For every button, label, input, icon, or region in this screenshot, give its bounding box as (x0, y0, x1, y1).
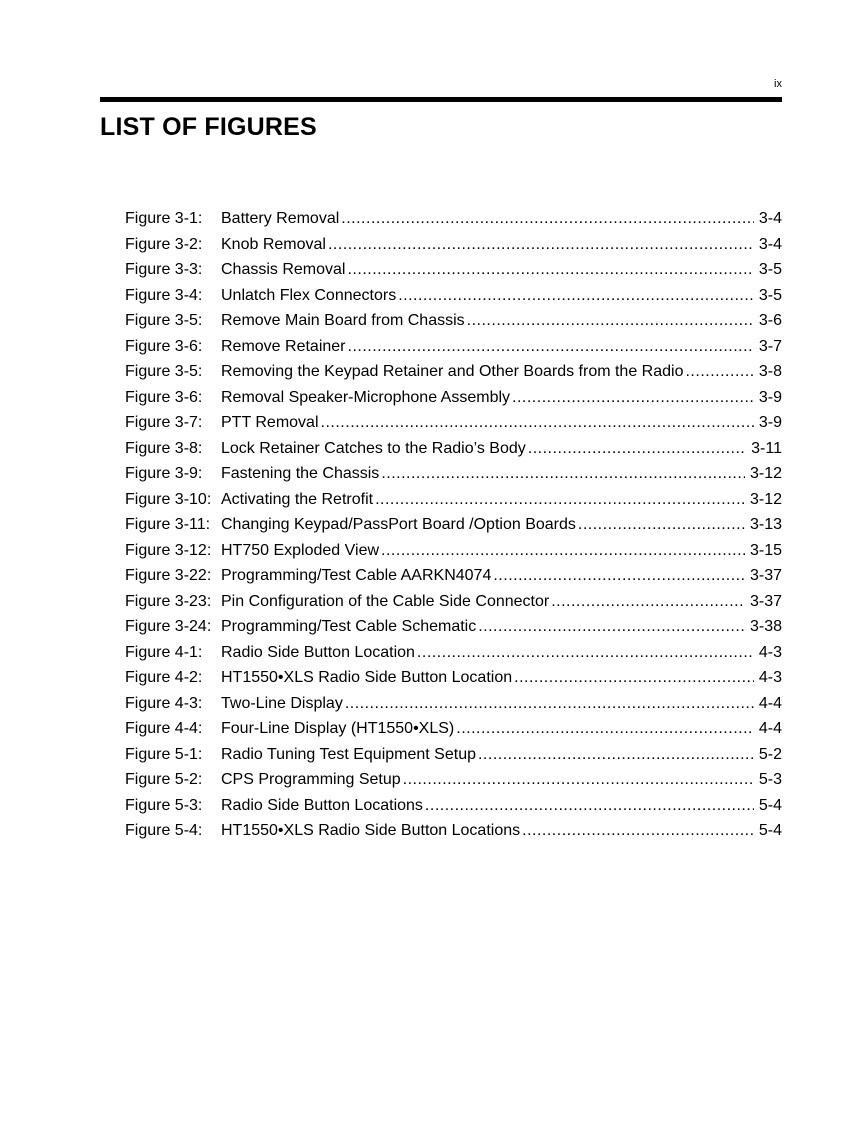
figure-label: Figure 3-23: (125, 592, 212, 610)
dot-leader (328, 232, 754, 258)
figure-page-number: 3-38 (749, 618, 782, 635)
figure-label: Figure 5-2: (125, 771, 203, 788)
figure-label: Figure 3-3: (125, 261, 203, 278)
figure-title: CPS Programming Setup (221, 771, 401, 788)
figure-label: Figure 4-1: (125, 643, 203, 661)
figure-title: PTT Removal (221, 414, 319, 431)
figure-entry[interactable] (125, 767, 782, 793)
figure-label: Figure 3-24: (125, 618, 212, 635)
figure-entry[interactable] (125, 461, 782, 487)
figure-title: Two-Line Display (221, 694, 343, 712)
figure-title: Radio Side Button Locations (221, 796, 423, 814)
figure-label: Figure 4-4: (125, 720, 203, 737)
figure-label: Figure 5-1: (125, 745, 203, 763)
figure-entry[interactable] (125, 512, 782, 538)
figure-page-number: 3-37 (749, 592, 782, 610)
figure-title: Programming/Test Cable AARKN4074 (221, 567, 492, 584)
figure-page-number: 3-12 (749, 490, 782, 508)
page-title: LIST OF FIGURES (100, 113, 317, 141)
figure-label: Figure 3-7: (125, 414, 203, 431)
figure-entry[interactable] (125, 691, 782, 717)
dot-leader (522, 818, 754, 844)
figure-page-number: 3-7 (758, 337, 782, 355)
figure-page-number: 3-12 (749, 465, 782, 482)
figure-label: Figure 3-22: (125, 567, 212, 584)
figure-page-number: 5-2 (758, 745, 782, 763)
figure-label: Figure 4-3: (125, 694, 203, 712)
figure-page-number: 3-4 (758, 235, 782, 253)
dot-leader (425, 793, 754, 819)
figure-title: Remove Main Board from Chassis (221, 312, 465, 329)
figure-label: Figure 5-4: (125, 822, 203, 839)
dot-leader (685, 359, 753, 385)
figure-title: HT1550•XLS Radio Side Button Locations (221, 822, 521, 839)
figure-page-number: 3-8 (758, 363, 782, 380)
figure-title: Activating the Retrofit (221, 490, 374, 508)
figure-entry[interactable] (125, 334, 782, 360)
figure-entry[interactable] (125, 665, 782, 691)
figure-label: Figure 3-11: (125, 516, 211, 533)
figure-entry[interactable] (125, 410, 782, 436)
dot-leader (467, 308, 754, 334)
dot-leader (478, 614, 745, 640)
figure-label: Figure 3-2: (125, 235, 203, 253)
figure-entry[interactable] (125, 716, 782, 742)
figure-label: Figure 3-1: (125, 210, 203, 227)
figure-title: Chassis Removal (221, 261, 346, 278)
figure-title: HT750 Exploded View (221, 541, 380, 559)
dot-leader (512, 385, 754, 411)
figure-entry[interactable] (125, 308, 782, 334)
figure-title: HT1550•XLS Radio Side Button Location (221, 669, 513, 686)
figure-page-number: 3-9 (758, 414, 782, 431)
figure-label: Figure 3-9: (125, 465, 203, 482)
figure-entry[interactable] (125, 206, 782, 232)
figure-entry[interactable] (125, 640, 782, 666)
dot-leader (345, 691, 754, 717)
figure-title: Battery Removal (221, 210, 340, 227)
figure-title: Remove Retainer (221, 337, 346, 355)
figure-title: Removal Speaker-Microphone Assembly (221, 388, 511, 406)
dot-leader (398, 283, 754, 309)
dot-leader (551, 589, 745, 615)
figure-entry[interactable] (125, 818, 782, 844)
figure-entry[interactable] (125, 563, 782, 589)
dot-leader (348, 334, 754, 360)
dot-leader (403, 767, 754, 793)
figure-title: Programming/Test Cable Schematic (221, 618, 477, 635)
figure-entry[interactable] (125, 283, 782, 309)
dot-leader (321, 410, 754, 436)
figure-page-number: 3-13 (749, 516, 782, 533)
figure-label: Figure 5-3: (125, 796, 203, 814)
figure-page-number: 3-6 (758, 312, 782, 329)
page-number: ix (774, 78, 782, 90)
dot-leader (578, 512, 745, 538)
figure-page-number: 3-4 (758, 210, 782, 227)
dot-leader (456, 716, 754, 742)
figure-title: Radio Side Button Location (221, 643, 415, 661)
dot-leader (417, 640, 754, 666)
figure-label: Figure 3-10: (125, 490, 212, 508)
figure-page-number: 4-3 (758, 643, 782, 661)
figure-entry[interactable] (125, 589, 782, 615)
header-rule (100, 97, 782, 102)
figure-label: Figure 3-6: (125, 337, 203, 355)
figure-entry[interactable] (125, 793, 782, 819)
figure-entry[interactable] (125, 614, 782, 640)
figure-title: Pin Configuration of the Cable Side Connector (221, 592, 550, 610)
figure-entry[interactable] (125, 359, 782, 385)
dot-leader (493, 563, 745, 589)
figure-label: Figure 3-5: (125, 312, 203, 329)
dot-leader (381, 538, 745, 564)
dot-leader (347, 257, 753, 283)
figure-title: Fastening the Chassis (221, 465, 380, 482)
figure-label: Figure 3-5: (125, 363, 203, 380)
dot-leader (478, 742, 754, 768)
figure-page-number: 3-5 (758, 261, 782, 278)
figure-entry[interactable] (125, 487, 782, 513)
dot-leader (528, 436, 746, 462)
figure-entry[interactable] (125, 385, 782, 411)
dot-leader (341, 206, 754, 232)
figure-page-number: 4-3 (758, 669, 782, 686)
figure-page-number: 3-9 (758, 388, 782, 406)
figure-label: Figure 3-4: (125, 286, 203, 304)
figure-page-number: 5-4 (758, 822, 782, 839)
figure-label: Figure 4-2: (125, 669, 203, 686)
figure-entry[interactable] (125, 538, 782, 564)
figure-page-number: 5-4 (758, 796, 782, 814)
figure-page-number: 3-15 (749, 541, 782, 559)
figure-title: Lock Retainer Catches to the Radio’s Body (221, 439, 526, 457)
figure-title: Radio Tuning Test Equipment Setup (221, 745, 476, 763)
figure-title: Unlatch Flex Connectors (221, 286, 397, 304)
dot-leader (381, 461, 745, 487)
figure-title: Knob Removal (221, 235, 326, 253)
figure-entry[interactable] (125, 742, 782, 768)
figure-title: Removing the Keypad Retainer and Other Boards from the Radio (221, 363, 684, 380)
figure-page-number: 4-4 (758, 694, 782, 712)
figure-page-number: 3-11 (751, 439, 782, 457)
figure-page-number: 4-4 (758, 720, 782, 737)
figure-page-number: 3-37 (749, 567, 782, 584)
figure-entry[interactable] (125, 257, 782, 283)
figure-entry[interactable] (125, 232, 782, 258)
figure-page-number: 5-3 (758, 771, 782, 788)
figure-label: Figure 3-8: (125, 439, 203, 457)
figure-label: Figure 3-6: (125, 388, 203, 406)
figure-entry[interactable] (125, 436, 782, 462)
figure-label: Figure 3-12: (125, 541, 212, 559)
dot-leader (375, 487, 745, 513)
figure-page-number: 3-5 (758, 286, 782, 304)
dot-leader (514, 665, 754, 691)
figure-list (125, 206, 782, 844)
figure-title: Changing Keypad/PassPort Board /Option Boards (221, 516, 576, 533)
figure-title: Four-Line Display (HT1550•XLS) (221, 720, 455, 737)
